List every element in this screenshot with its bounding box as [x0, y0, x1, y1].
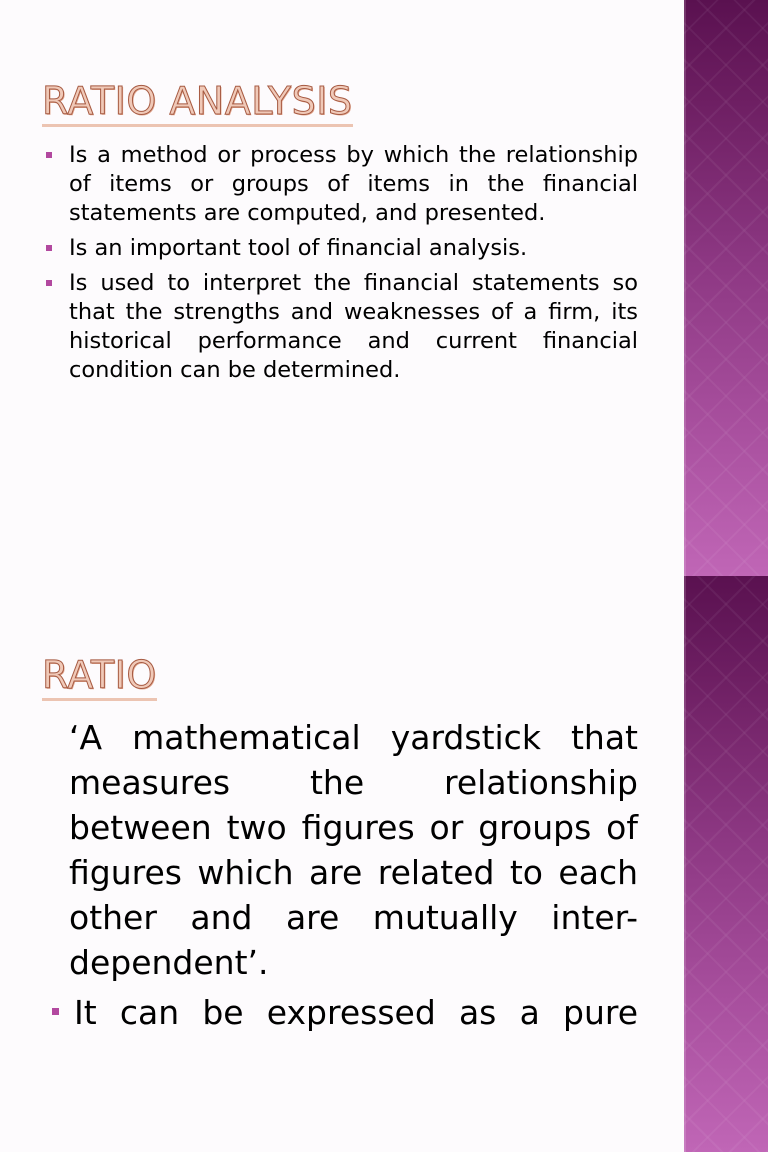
bullet-text: Is an important tool of financial analysis. [69, 235, 528, 261]
bullet-item [44, 141, 638, 228]
bullet-text: Is a method or process by which the relationship of items or groups of items in the financial statements are computed, and presented. [69, 142, 638, 226]
bullet-text: Is used to interpret the financial statements so that the strengths and weaknesses of a firm, its historical performance and current financial condition can be determined. [69, 270, 638, 383]
decorative-sidebar [684, 0, 768, 576]
bullet-item [44, 269, 638, 385]
square-bullet-icon [46, 245, 52, 251]
bullet-item [44, 234, 638, 263]
slide-title: RATIO ANALYSIS [42, 82, 353, 127]
slide-title: RATIO [42, 656, 157, 701]
bullet-text: It can be expressed as a pure [74, 993, 638, 1032]
sidebar-pattern [684, 576, 768, 1152]
definition-quote: ‘A mathematical yardstick that measures the relationship between two figures or groups of figures which are related to each other and are mutually inter-dependent’. [69, 718, 638, 982]
square-bullet-icon [52, 1008, 59, 1015]
bullet-list [48, 990, 638, 1035]
square-bullet-icon [46, 280, 52, 286]
bullet-item [48, 990, 638, 1035]
slide-ratio [0, 576, 768, 1152]
sidebar-pattern [684, 0, 768, 576]
decorative-sidebar [684, 576, 768, 1152]
square-bullet-icon [46, 152, 52, 158]
bullet-list [44, 141, 638, 391]
